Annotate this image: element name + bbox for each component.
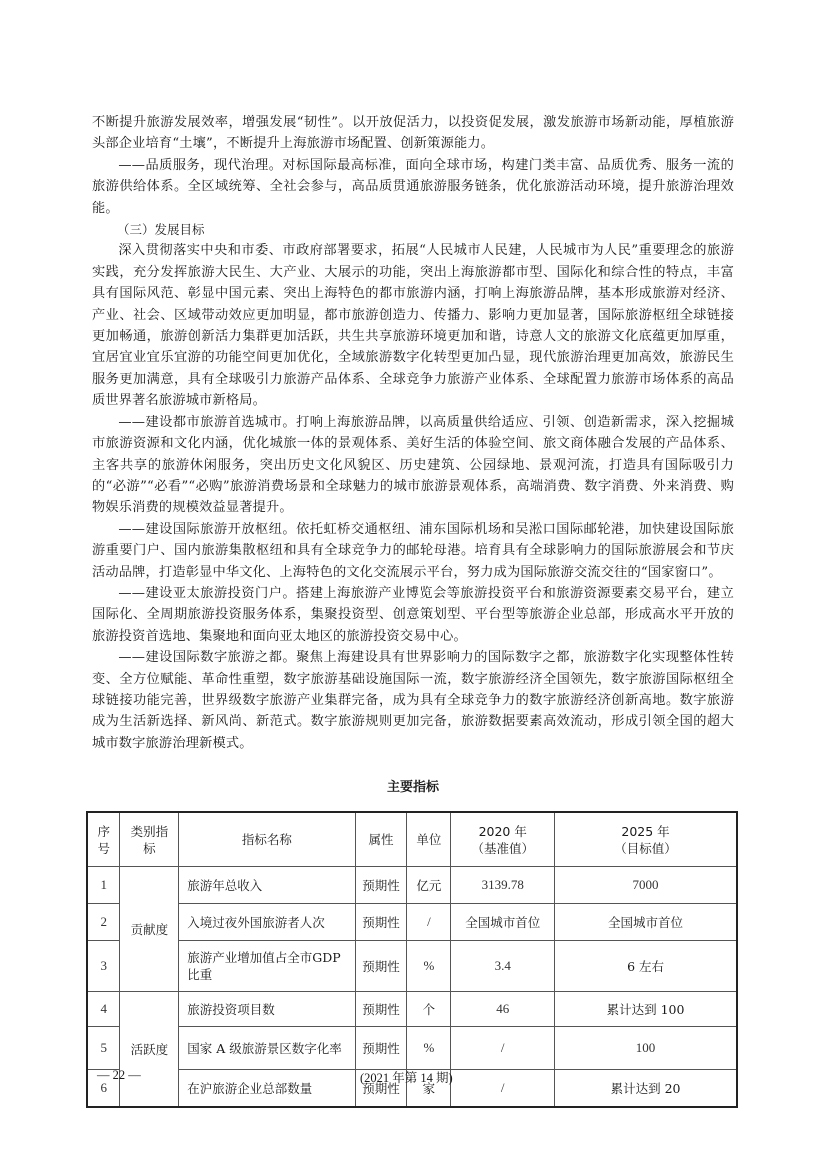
table-row	[87, 1027, 737, 1070]
paragraph-international-hub: ——建设国际旅游开放枢纽。依托虹桥交通枢纽、浦东国际机场和吴淞口国际邮轮港，加快建设国际旅游重要门户、国内旅游集散枢纽和具有全球竞争力的邮轮母港。培育具有全球影响力的国际旅游展会和节庆活动品牌，打造彰显中华文化、上海特色的文化交流展示平台，努力成为国际旅游交流交往的“国家窗口”。	[92, 521, 734, 580]
paragraph-goals: 深入贯彻落实中央和市委、市政府部署要求，拓展“人民城市人民建，人民城市为人民”重要理念的旅游实践，充分发挥旅游大民生、大产业、大展示的功能，突出上海旅游都市型、国际化和综合性的特点，丰富具有国际风范、彰显中国元素、突出上海特色的都市旅游内涵，打响上海旅游品牌，基本形成旅游对经济、产业、社会、区域带动效应更加明显，都市旅游创造力、传播力、影响力更加显著，国际旅游枢纽全球链接更加畅通，旅游创新活力集群更加活跃，共生共享旅游环境更加和谐，诗意人文的旅游文化底蕴更加厚重，宜居宜业宜乐宜游的功能空间更加优化，全域旅游数字化转型更加凸显，现代旅游治理更加高效，旅游民生服务更加满意，具有全球吸引力旅游产品体系、全球竞争力旅游产业体系、全球配置力旅游市场体系的高品质世界著名旅游城市新格局。	[92, 243, 734, 409]
cell-unit: %	[407, 941, 451, 992]
paragraph-intro-1: 不断提升旅游发展效率，增强发展“韧性”。以开放促活力，以投资促发展，激发旅游市场新动能，厚植旅游头部企业培育“土壤”，不断提升上海旅游市场配置、创新策源能力。	[92, 115, 734, 152]
cell-name: 入境过夜外国旅游者人次	[179, 904, 355, 941]
cell-seq: 3	[87, 941, 120, 992]
cell-2020: /	[451, 1070, 555, 1108]
cell-2025: 累计达到 20	[555, 1070, 737, 1108]
paragraph-investment-gateway: ——建设亚太旅游投资门户。搭建上海旅游产业博览会等旅游投资平台和旅游资源要素交易平台，建立国际化、全周期旅游投资服务体系，集聚投资型、创意策划型、平台型等旅游企业总部，形成高水平开放的旅游投资首选地、集聚地和面向亚太地区的旅游投资交易中心。	[92, 585, 734, 644]
table-row	[87, 904, 737, 941]
cell-2020: 3139.78	[451, 867, 555, 904]
table-row	[87, 992, 737, 1027]
cell-unit: /	[407, 904, 451, 941]
cell-name: 国家 A 级旅游景区数字化率	[179, 1027, 355, 1070]
header-category: 类别指标	[120, 812, 179, 867]
cell-name: 旅游投资项目数	[179, 992, 355, 1027]
cell-seq: 4	[87, 992, 120, 1027]
cell-attribute: 预期性	[355, 941, 407, 992]
cell-attribute: 预期性	[355, 1027, 407, 1070]
indicators-table	[86, 811, 738, 1108]
issue-label: (2021 年第 14 期)	[360, 1071, 453, 1085]
cell-seq: 6	[87, 1070, 120, 1108]
page-number: — 22 —	[97, 1068, 141, 1082]
cell-attribute: 预期性	[355, 1070, 407, 1108]
document-page	[92, 112, 734, 1108]
cell-unit: 家	[407, 1070, 451, 1108]
cell-attribute: 预期性	[355, 904, 407, 941]
paragraph-digital-tourism: ——建设国际数字旅游之都。聚焦上海建设具有世界影响力的国际数字之都，旅游数字化实现整体性转变、全方位赋能、革命性重塑，数字旅游基础设施国际一流，数字旅游经济全国领先，数字旅游国际枢纽全球链接功能完善，世界级数字旅游产业集群完备，成为具有全球竞争力的数字旅游经济创新高地。数字旅游成为生活新选择、新风尚、新范式。数字旅游规则更加完备，旅游数据要素高效流动，形成引领全国的超大城市数字旅游治理新模式。	[92, 650, 734, 751]
header-2020: 2020 年 （基准值）	[451, 812, 555, 867]
table-row	[87, 941, 737, 992]
cell-2025: 100	[555, 1027, 737, 1070]
cell-2020: 3.4	[451, 941, 555, 992]
cell-name: 旅游产业增加值占全市GDP 比重	[179, 941, 355, 992]
table-row	[87, 867, 737, 904]
cell-unit: %	[407, 1027, 451, 1070]
cell-seq: 2	[87, 904, 120, 941]
cell-name: 在沪旅游企业总部数量	[179, 1070, 355, 1108]
section-heading: （三）发展目标	[117, 222, 205, 238]
table-header-row	[87, 812, 737, 867]
cell-unit: 亿元	[407, 867, 451, 904]
cell-category: 活跃度	[120, 992, 179, 1108]
header-seq: 序号	[87, 812, 120, 867]
cell-2020: 全国城市首位	[451, 904, 555, 941]
cell-2025: 6 左右	[555, 941, 737, 992]
table-title: 主要指标	[386, 780, 439, 796]
header-attribute: 属性	[355, 812, 407, 867]
header-name: 指标名称	[179, 812, 355, 867]
paragraph-urban-tourism: ——建设都市旅游首选城市。打响上海旅游品牌，以高质量供给适应、引领、创造新需求，深入挖掘城市旅游资源和文化内涵，优化城旅一体的景观体系、美好生活的体验空间、旅文商体融合发展的产品体系、主客共享的旅游休闲服务，突出历史文化风貌区、历史建筑、公园绿地、景观河流，打造具有国际吸引力的“必游”“必看”“必购”旅游消费场景和全球魅力的城市旅游景观体系，高端消费、数字消费、外来消费、购物娱乐消费的规模效益显著提升。	[92, 414, 734, 516]
cell-unit: 个	[407, 992, 451, 1027]
cell-category: 贡献度	[120, 867, 179, 992]
cell-2025: 全国城市首位	[555, 904, 737, 941]
cell-2020: /	[451, 1027, 555, 1070]
cell-2025: 累计达到 100	[555, 992, 737, 1027]
cell-seq: 5	[87, 1027, 120, 1070]
header-unit: 单位	[407, 812, 451, 867]
header-2025: 2025 年 （目标值）	[555, 812, 737, 867]
cell-seq: 1	[87, 867, 120, 904]
cell-name: 旅游年总收入	[179, 867, 355, 904]
paragraph-quality-service: ——品质服务，现代治理。对标国际最高标准，面向全球市场，构建门类丰富、品质优秀、服务一流的旅游供给体系。全区域统筹、全社会参与，高品质贯通旅游服务链条，优化旅游活动环境，提升旅游治理效能。	[92, 157, 734, 216]
cell-attribute: 预期性	[355, 992, 407, 1027]
cell-2025: 7000	[555, 867, 737, 904]
cell-attribute: 预期性	[355, 867, 407, 904]
cell-2020: 46	[451, 992, 555, 1027]
